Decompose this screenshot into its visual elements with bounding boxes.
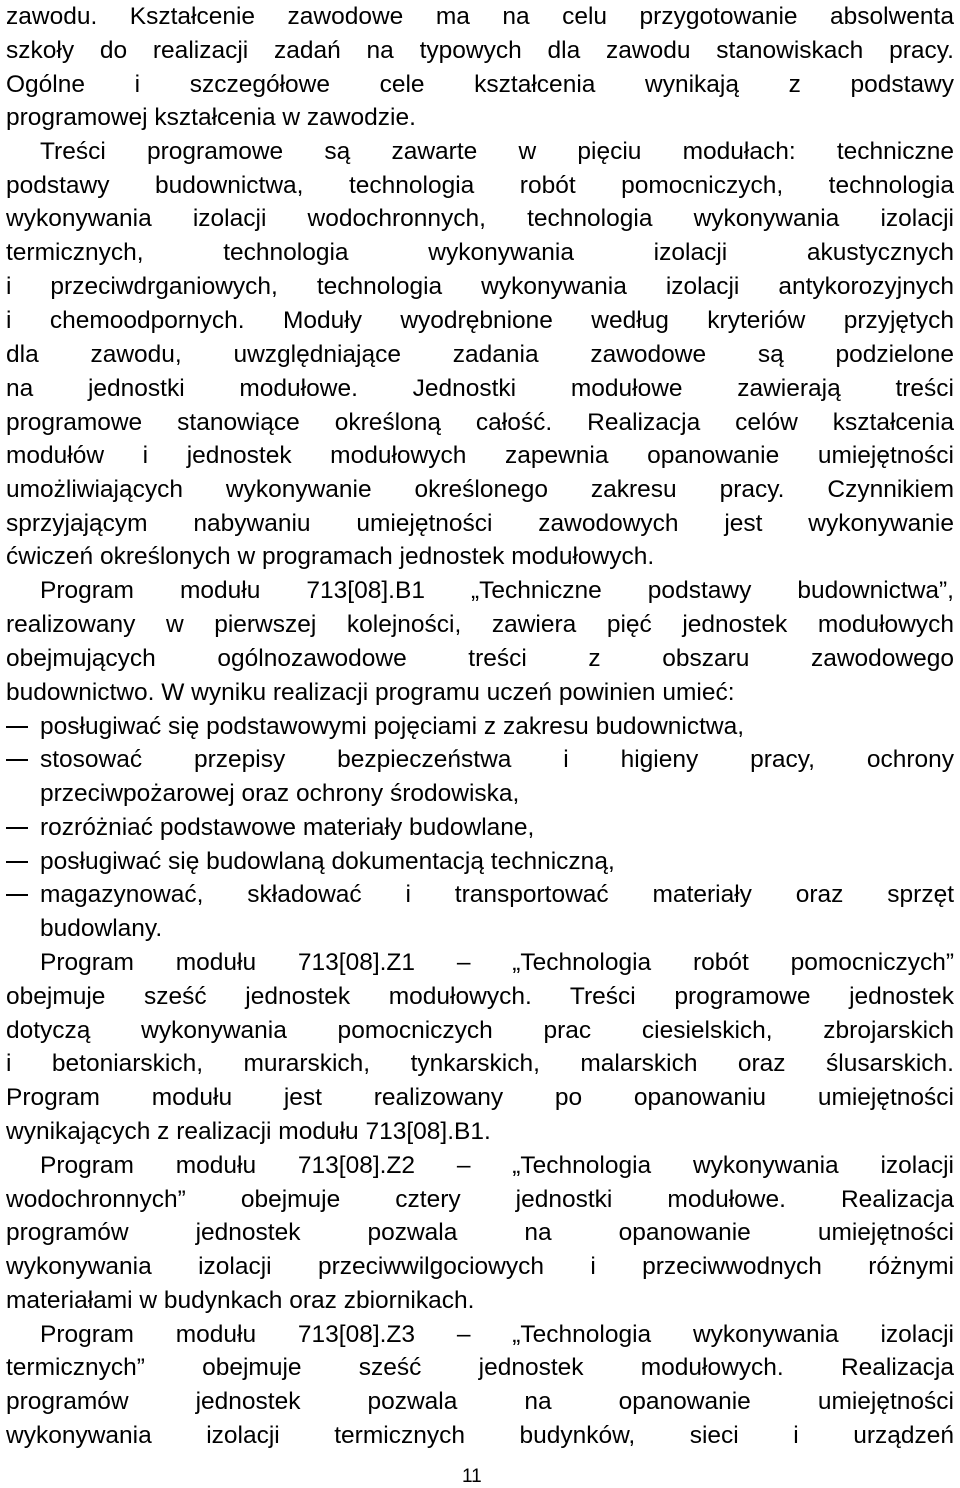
list-item-continuation: przeciwpożarowej oraz ochrony środowiska, xyxy=(40,780,520,807)
text-line: programów jednostek pozwala na opanowanie umiejętności xyxy=(6,1219,954,1246)
text-line: budownictwo. W wyniku realizacji programu uczeń powinien umieć: xyxy=(6,679,735,706)
list-item xyxy=(6,845,954,879)
page-number: 11 xyxy=(462,1466,482,1487)
text-line: materiałami w budynkach oraz zbiornikach. xyxy=(6,1287,475,1314)
list-item xyxy=(6,743,954,777)
text-line: Program modułu 713[08].Z2 – „Technologia wykonywania izolacji xyxy=(40,1152,954,1179)
text-line: termicznych, technologia wykonywania izolacji akustycznych xyxy=(6,239,954,266)
text-line: wynikających z realizacji modułu 713[08].B1. xyxy=(6,1118,491,1145)
list-item-text: magazynować, składować i transportować materiały oraz sprzęt xyxy=(40,881,954,908)
text-line: obejmuje sześć jednostek modułowych. Treści programowe jednostek xyxy=(6,983,954,1010)
text-line: umożliwiających wykonywanie określonego zakresu pracy. Czynnikiem xyxy=(6,476,954,503)
text-line: realizowany w pierwszej kolejności, zawiera pięć jednostek modułowych xyxy=(6,611,954,638)
list-item xyxy=(6,811,954,845)
text-line: szkoły do realizacji zadań na typowych dla zawodu stanowiskach pracy. xyxy=(6,37,954,64)
text-line: wykonywania izolacji przeciwwilgociowych i przeciwwodnych różnymi xyxy=(6,1253,954,1280)
text-line: wykonywania izolacji wodochronnych, technologia wykonywania izolacji xyxy=(6,205,954,232)
text-line: Treści programowe są zawarte w pięciu modułach: techniczne xyxy=(40,138,954,165)
text-line: na jednostki modułowe. Jednostki modułowe zawierają treści xyxy=(6,375,954,402)
text-line: zawodu. Kształcenie zawodowe ma na celu przygotowanie absolwenta xyxy=(6,3,954,30)
text-line: dla zawodu, uwzględniające zadania zawodowe są podzielone xyxy=(6,341,954,368)
list-item-text: rozróżniać podstawowe materiały budowlane, xyxy=(40,814,535,841)
text-line: wykonywania izolacji termicznych budynków, sieci i urządzeń xyxy=(6,1422,954,1449)
text-line: programowej kształcenia w zawodzie. xyxy=(6,104,416,131)
text-line: Ogólne i szczegółowe cele kształcenia wynikają z podstawy xyxy=(6,71,954,98)
text-line: termicznych” obejmuje sześć jednostek modułowych. Realizacja xyxy=(6,1354,954,1381)
text-line: podstawy budownictwa, technologia robót pomocniczych, technologia xyxy=(6,172,954,199)
text-line: sprzyjającym nabywaniu umiejętności zawodowych jest wykonywanie xyxy=(6,510,954,537)
list-item xyxy=(6,878,954,912)
dash-bullet xyxy=(6,861,28,863)
dash-bullet xyxy=(6,726,28,728)
text-line: dotyczą wykonywania pomocniczych prac ciesielskich, zbrojarskich xyxy=(6,1017,954,1044)
dash-bullet xyxy=(6,827,28,829)
text-line: Program modułu 713[08].Z3 – „Technologia wykonywania izolacji xyxy=(40,1321,954,1348)
dash-bullet xyxy=(6,894,28,896)
text-line: Program modułu 713[08].Z1 – „Technologia robót pomocniczych” xyxy=(40,949,954,976)
dash-bullet xyxy=(6,759,28,761)
text-line: i chemoodpornych. Moduły wyodrębnione według kryteriów przyjętych xyxy=(6,307,954,334)
text-line: Program modułu 713[08].B1 „Techniczne podstawy budownictwa”, xyxy=(40,577,954,604)
text-line: ćwiczeń określonych w programach jednostek modułowych. xyxy=(6,543,655,570)
list-item xyxy=(6,710,954,744)
text-line: i betoniarskich, murarskich, tynkarskich, malarskich oraz ślusarskich. xyxy=(6,1050,954,1077)
text-line: modułów i jednostek modułowych zapewnia opanowanie umiejętności xyxy=(6,442,954,469)
list-item-continuation: budowlany. xyxy=(40,915,163,942)
text-line: programowe stanowiące określoną całość. Realizacja celów kształcenia xyxy=(6,409,954,436)
list-item-text: posługiwać się podstawowymi pojęciami z zakresu budownictwa, xyxy=(40,713,745,740)
text-line: programów jednostek pozwala na opanowanie umiejętności xyxy=(6,1388,954,1415)
list-item-text: posługiwać się budowlaną dokumentacją techniczną, xyxy=(40,848,615,875)
text-line: obejmujących ogólnozawodowe treści z obszaru zawodowego xyxy=(6,645,954,672)
list-item-text: stosować przepisy bezpieczeństwa i higieny pracy, ochrony xyxy=(40,746,954,773)
text-line: i przeciwdrganiowych, technologia wykonywania izolacji antykorozyjnych xyxy=(6,273,954,300)
text-line: Program modułu jest realizowany po opanowaniu umiejętności xyxy=(6,1084,954,1111)
text-line: wodochronnych” obejmuje cztery jednostki modułowe. Realizacja xyxy=(6,1186,954,1213)
